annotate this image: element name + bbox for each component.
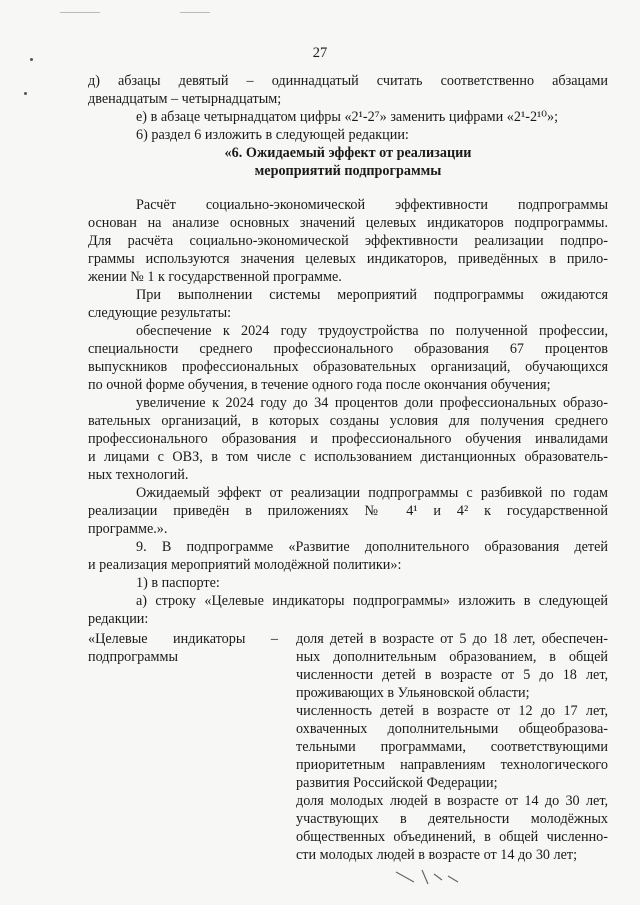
text-line: профессионального образования и профессионального обучения инвалидами bbox=[88, 431, 608, 447]
text-line: программе.». bbox=[88, 521, 168, 537]
section-heading: мероприятий подпрограммы bbox=[254, 163, 442, 179]
table-value: сти молодых людей в возрасте от 14 до 30 лет; bbox=[296, 847, 578, 863]
table-value: тельными программами, соответствующими bbox=[296, 739, 608, 755]
table-value: ных дополнительным образованием, в общей bbox=[296, 649, 608, 665]
scan-artifact bbox=[60, 12, 100, 13]
text-line: 1) в паспорте: bbox=[136, 575, 220, 591]
text-line: Расчёт социально-экономической эффективности подпрограммы bbox=[136, 197, 608, 213]
text-line: выпускников профессиональных образовательных организаций, обучающихся bbox=[88, 359, 608, 375]
text-line: следующие результаты: bbox=[88, 305, 232, 321]
text-line: редакции: bbox=[88, 611, 149, 627]
text-line: а) строку «Целевые индикаторы подпрограммы» изложить в следующей bbox=[136, 593, 608, 609]
text-line: реализации приведён в приложениях № 4¹ и 4² к государственной bbox=[88, 503, 608, 519]
text-line: жении № 1 к государственной программе. bbox=[88, 269, 342, 285]
text-line: обеспечение к 2024 году трудоустройства по полученной профессии, bbox=[136, 323, 608, 339]
text-line: граммы используются значения целевых индикаторов, приведённых в прило- bbox=[88, 251, 608, 267]
table-value: численности детей в возрасте от 5 до 18 лет, bbox=[296, 667, 608, 683]
text-line: основан на анализе основных значений целевых индикаторов подпрограммы. bbox=[88, 215, 608, 231]
table-value: общественных объединений, в общей численно- bbox=[296, 829, 608, 845]
section-heading: «6. Ожидаемый эффект от реализации bbox=[224, 145, 472, 161]
text-line: При выполнении системы мероприятий подпрограммы ожидаются bbox=[136, 287, 608, 303]
text-line: увеличение к 2024 году до 34 процентов доли профессиональных образо- bbox=[136, 395, 608, 411]
text-line: вательных организаций, в которых созданы условия для получения среднего bbox=[88, 413, 608, 429]
table-value: доля детей в возрасте от 5 до 18 лет, обеспечен- bbox=[296, 631, 608, 647]
text-line: е) в абзаце четырнадцатом цифры «2¹-2⁷» заменить цифрами «2¹-2¹⁰»; bbox=[136, 109, 559, 125]
table-value: развития Российской Федерации; bbox=[296, 775, 498, 791]
table-value: проживающих в Ульяновской области; bbox=[296, 685, 530, 701]
table-value: охваченных дополнительными общеобразова- bbox=[296, 721, 608, 737]
text-line: по очной форме обучения, в течение одного года после окончания обучения; bbox=[88, 377, 551, 393]
scan-artifact bbox=[180, 12, 210, 13]
text-line: и лицами с ОВЗ, в том числе с использованием дистанционных образователь- bbox=[88, 449, 608, 465]
text-line: 6) раздел 6 изложить в следующей редакции: bbox=[136, 127, 409, 143]
scan-speck bbox=[24, 92, 27, 95]
table-label: «Целевые индикаторы – bbox=[88, 631, 278, 647]
text-line: 9. В подпрограмме «Развитие дополнительного образования детей bbox=[136, 539, 608, 555]
text-line: двенадцатым – четырнадцатым; bbox=[88, 91, 282, 107]
table-value: участвующих в деятельности молодёжных bbox=[296, 811, 608, 827]
text-line: Для расчёта социально-экономической эффективности реализации подпро- bbox=[88, 233, 608, 249]
text-line: и реализация мероприятий молодёжной политики»: bbox=[88, 557, 402, 573]
table-value: численность детей в возрасте от 12 до 17 лет, bbox=[296, 703, 608, 719]
table-value: приоритетным направлениям технологического bbox=[296, 757, 608, 773]
table-value: доля молодых людей в возрасте от 14 до 30 лет, bbox=[296, 793, 608, 809]
text-line: ных технологий. bbox=[88, 467, 189, 483]
table-label: подпрограммы bbox=[88, 649, 178, 665]
text-line: Ожидаемый эффект от реализации подпрограммы с разбивкой по годам bbox=[136, 485, 608, 501]
signature-mark bbox=[392, 866, 472, 888]
page-number: 27 bbox=[312, 45, 328, 61]
text-line: д) абзацы девятый – одиннадцатый считать соответственно абзацами bbox=[88, 73, 608, 89]
text-line: специальности среднего профессионального образования 67 процентов bbox=[88, 341, 608, 357]
